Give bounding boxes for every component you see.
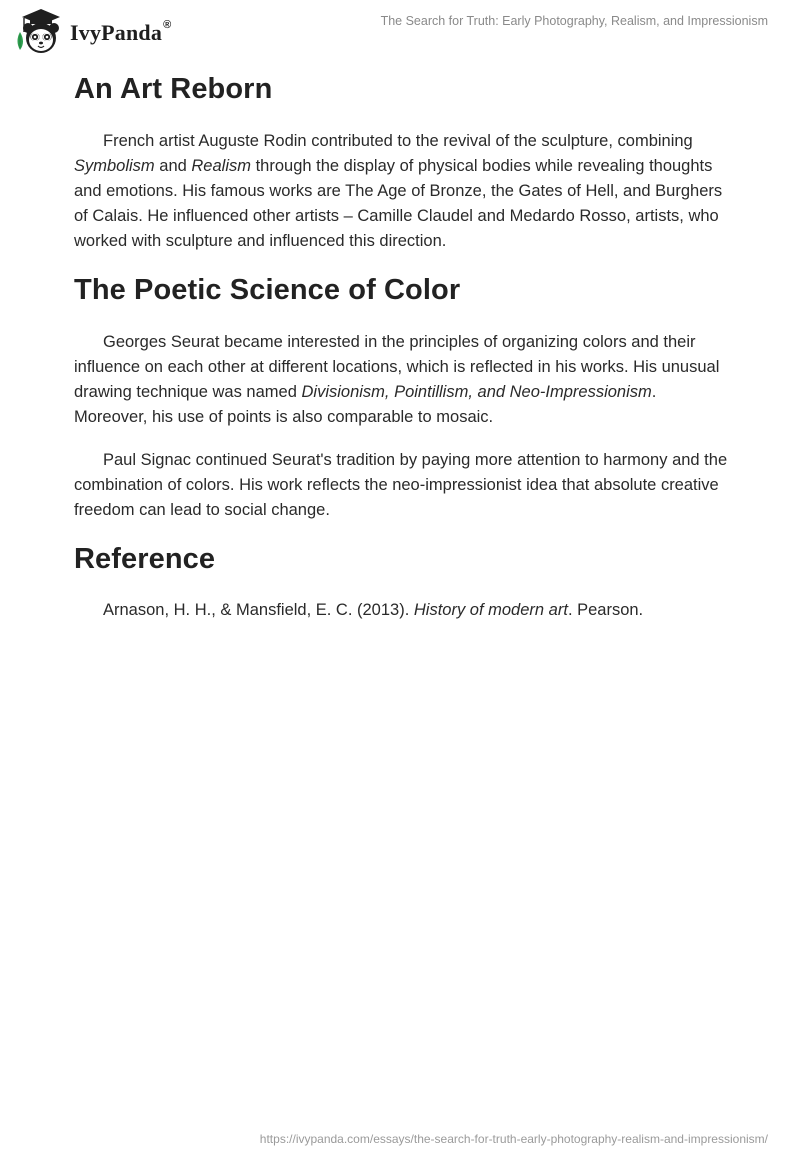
document-title: The Search for Truth: Early Photography, Realism, and Impressionism [380,14,768,28]
ivypanda-logo[interactable] [14,8,171,56]
panda-graduate-icon [14,8,64,56]
paragraph: Georges Seurat became interested in the principles of organizing colors and their influence on each other at different locations, which is reflected in his works. His unusual drawing technique was named Divisionism, Pointillism, and Neo-Impressionism. Moreover, his use of points is also comparable to mosaic. [74,332,720,426]
source-url-link[interactable]: https://ivypanda.com/essays/the-search-for-truth-early-photography-realism-and-impressionism/ [259,1132,768,1146]
section-heading: The Poetic Science of Color [74,273,461,306]
page-header [0,0,800,64]
logo-wordmark: IvyPanda® [70,18,172,45]
italic-term: Realism [191,156,251,175]
section-heading: An Art Reborn [74,73,273,105]
italic-term: Divisionism, Pointillism, and Neo-Impressionism [301,382,652,401]
paragraph: Paul Signac continued Seurat's tradition by paying more attention to harmony and the combination of colors. His work reflects the neo-impressionist idea that absolute creative freedom can lead to social change. [74,450,728,519]
italic-term: Symbolism [74,156,155,175]
section-heading: Reference [74,542,216,575]
essay-content [74,68,734,623]
paragraph: French artist Auguste Rodin contributed to the revival of the sculpture, combining Symbolism and Realism through the display of physical bodies while revealing thoughts and emotions. His famous works are The Age of Bronze, the Gates of Hell, and Burghers of Calais. He influenced other artists – Camille Claudel and Medardo Rosso, artists, who worked with sculpture and influenced this direction. [74,131,723,250]
italic-title: History of modern art [413,601,568,620]
reference-entry: Arnason, H. H., & Mansfield, E. C. (2013). History of modern art. Pearson. [103,601,644,620]
